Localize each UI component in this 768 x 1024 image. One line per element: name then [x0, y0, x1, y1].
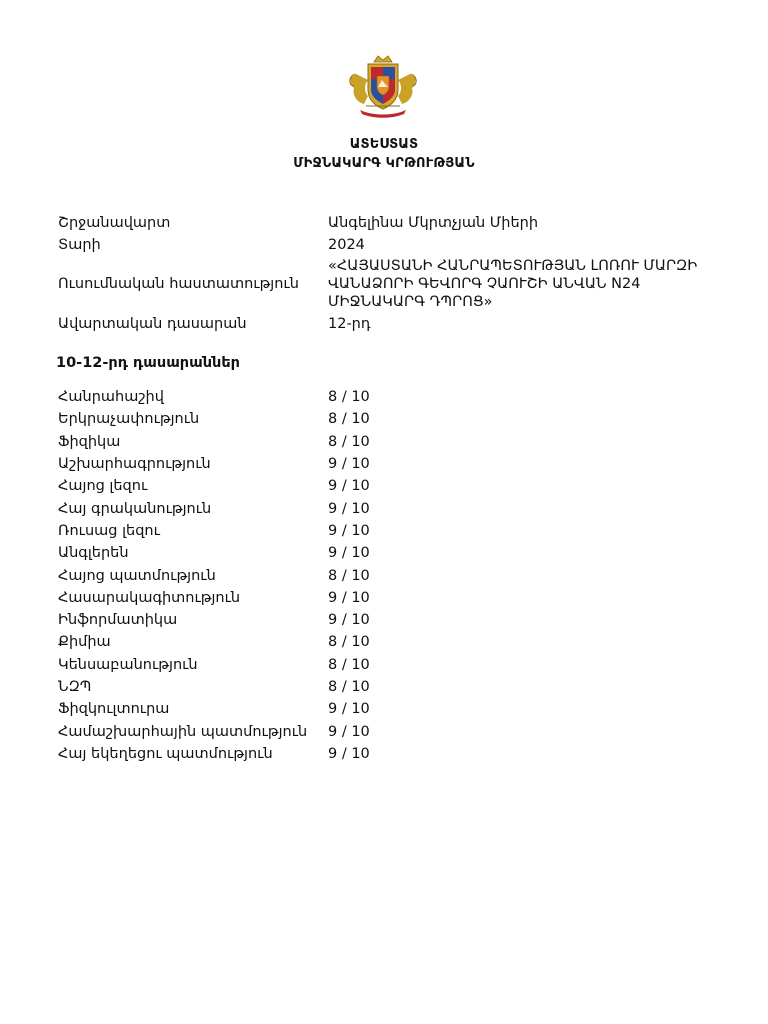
subject-score: 8 / 10 — [328, 389, 370, 406]
grade-row — [58, 520, 558, 542]
subject-score: 9 / 10 — [328, 478, 370, 495]
subject-name: Հասարակագիտություն — [58, 589, 241, 606]
subject-name: Քիմիա — [58, 634, 111, 651]
subject-name: Երկրաչափություն — [58, 411, 200, 428]
school-label: Ուսումնական հաստատություն — [58, 276, 299, 292]
subject-score: 9 / 10 — [328, 612, 370, 629]
section-title: 10-12-րդ դասարաններ — [56, 355, 240, 371]
grade-row — [58, 475, 558, 497]
subject-score: 9 / 10 — [328, 745, 370, 762]
subject-name: ՆԶՊ — [58, 679, 92, 695]
info-row-grade — [58, 312, 708, 336]
subject-name: Ինֆորմատիկա — [58, 612, 178, 629]
subject-score: 9 / 10 — [328, 456, 370, 473]
grade-row — [58, 431, 558, 453]
grade-row — [58, 698, 558, 720]
subject-name: Ֆիզիկա — [58, 433, 121, 450]
subject-name: Ռուսաց լեզու — [58, 522, 160, 539]
subject-score: 9 / 10 — [328, 500, 370, 517]
grade-row — [58, 386, 558, 408]
grade-row — [58, 743, 558, 765]
subject-name: Հայոց պատմություն — [58, 567, 216, 584]
subject-name: Անգլերեն — [58, 545, 129, 562]
subject-name: Ֆիզկուլտուրա — [58, 701, 170, 718]
grade-row — [58, 542, 558, 564]
subject-name: Հայ եկեղեցու պատմություն — [58, 745, 273, 762]
coat-of-arms-icon — [346, 54, 420, 120]
document-subtitle: ՄԻՋՆԱԿԱՐԳ ԿՐԹՈՒԹՅԱՆ — [293, 156, 475, 171]
subject-name: Համաշխարհային պատմություն — [58, 723, 308, 740]
student-value: Անգելինա Մկրտչյան Միերի — [328, 215, 539, 231]
year-label: Տարի — [58, 237, 101, 253]
subject-score: 9 / 10 — [328, 522, 370, 539]
subject-score: 8 / 10 — [328, 656, 370, 673]
grade-value: 12-րդ — [328, 316, 371, 332]
subject-name: Հայ գրականություն — [58, 500, 212, 517]
subject-score: 9 / 10 — [328, 589, 370, 606]
subject-name: Հայոց լեզու — [58, 478, 148, 495]
subject-score: 9 / 10 — [328, 723, 370, 740]
info-row-student — [58, 212, 708, 234]
subject-score: 8 / 10 — [328, 567, 370, 584]
grade-row — [58, 408, 558, 430]
info-row-school — [58, 256, 708, 312]
grade-row — [58, 654, 558, 676]
grade-row — [58, 720, 558, 742]
graduate-info — [58, 212, 708, 336]
subject-score: 8 / 10 — [328, 634, 370, 651]
subject-score: 8 / 10 — [328, 411, 370, 428]
grades-list — [58, 386, 558, 765]
subject-score: 8 / 10 — [328, 679, 370, 695]
grade-row — [58, 453, 558, 475]
subject-name: Կենսաբանություն — [58, 656, 198, 673]
grade-row — [58, 609, 558, 631]
grade-row — [58, 631, 558, 653]
grade-row — [58, 676, 558, 698]
grade-row — [58, 587, 558, 609]
grade-row — [58, 497, 558, 519]
subject-score: 8 / 10 — [328, 433, 370, 450]
school-value: «ՀԱՅԱՍՏԱՆԻ ՀԱՆՐԱՊԵՏՈՒԹՅԱՆ ԼՈՌՈՒ ՄԱՐԶԻ ՎԱՆԱՁՈՐԻ ԳԵՎՈՐԳ ՉԱՈՒՇԻ ԱՆՎԱՆ N24 ՄԻՋՆԱԿԱՐԳ ԴՊՐՈՑ» — [328, 258, 698, 310]
grade-label: Ավարտական դասարան — [58, 316, 247, 332]
document-title: ԱՏԵՍՏԱՏ — [349, 137, 419, 152]
subject-name: Աշխարհագրություն — [58, 456, 211, 473]
year-value: 2024 — [328, 237, 365, 253]
info-row-year — [58, 234, 708, 256]
student-label: Շրջանավարտ — [58, 215, 171, 231]
grade-row — [58, 564, 558, 586]
subject-score: 9 / 10 — [328, 701, 370, 718]
subject-name: Հանրահաշիվ — [58, 389, 164, 406]
subject-score: 9 / 10 — [328, 545, 370, 562]
